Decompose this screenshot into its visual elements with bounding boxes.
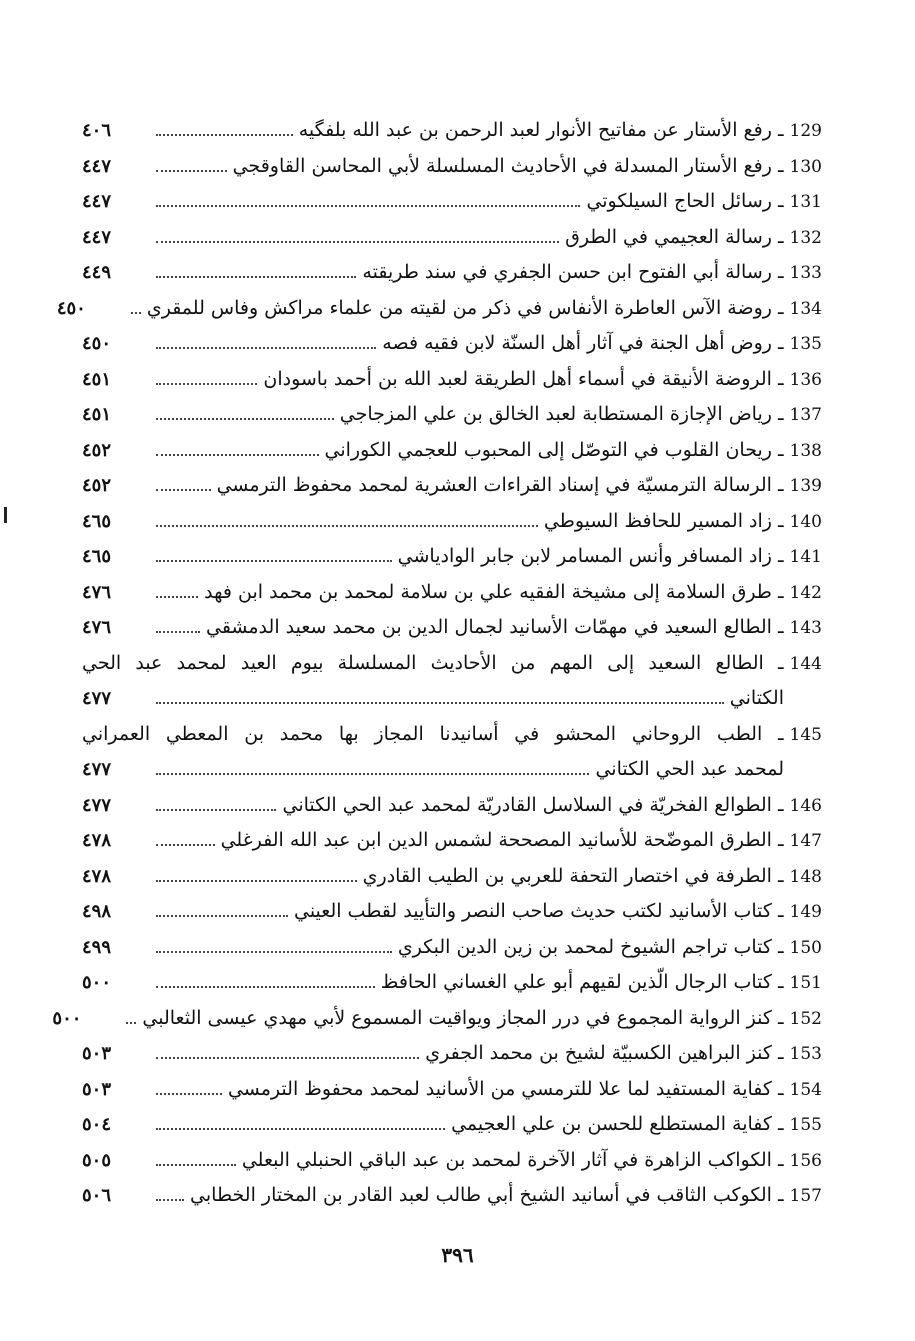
toc-entry [82, 1072, 822, 1108]
entry-title: ـ روض أهل الجنة في آثار أهل السنّة لابن فقيه فصه [382, 332, 784, 354]
entry-number: 132 [789, 227, 822, 248]
toc-entry [82, 1178, 822, 1214]
dot-leader [156, 1128, 445, 1130]
entry-page: ٤٥٠ [82, 333, 112, 354]
entry-number: 142 [789, 582, 822, 603]
toc-entry [82, 717, 822, 788]
entry-page: ٤٥١ [82, 368, 112, 390]
dot-leader [156, 915, 288, 917]
entry-number: 139 [789, 476, 822, 496]
entry-title: ـ الروضة الأنيقة في أسماء أهل الطريقة لعبد الله بن أحمد باسودان [263, 367, 784, 390]
toc-entry [82, 894, 822, 930]
toc-entry [82, 326, 822, 362]
entry-title: ـ رفع الأستار المسدلة في الأحاديث المسلسلة لأبي المحاسن القاوقجي [232, 154, 784, 177]
page-number: ٣٩٦ [441, 1243, 474, 1267]
entry-number: 140 [789, 511, 822, 532]
dot-leader [156, 205, 580, 207]
entry-number: 137 [789, 405, 822, 425]
entry-title-continued: الكتاني [729, 687, 784, 709]
entry-page: ٤٧٧ [82, 759, 112, 780]
entry-page: ٤٧٨ [82, 830, 112, 851]
entry-page: ٤٤٧ [82, 191, 112, 212]
entry-number: 150 [789, 937, 822, 958]
entry-title: ـ روضة الآس العاطرة الأنفاس في ذكر من لقيته من علماء مراكش وفاس للمقري [146, 296, 784, 319]
entry-title: ـ رسالة أبي الفتوح ابن حسن الجفري في سند طريقته [362, 261, 784, 283]
entry-title: ـ الطالع السعيد في مهمّات الأسانيد لجمال الدين بن محمد سعيد الدمشقي [205, 616, 784, 638]
table-of-contents [52, 113, 822, 1214]
entry-title: ـ زاد المسافر وأنس المسامر لابن جابر الوادياشي [397, 545, 784, 567]
entry-page: ٥٠٦ [82, 1185, 112, 1206]
toc-entry [82, 433, 822, 469]
dot-leader [126, 1022, 136, 1024]
toc-entry [82, 610, 822, 646]
toc-entry [52, 1001, 822, 1037]
entry-page: ٤٩٨ [82, 901, 112, 922]
entry-number: 136 [789, 369, 822, 390]
entry-title: ـ الطوالع الفخريّة في السلاسل القادريّة لمحمد عبد الحي الكتاني [282, 793, 784, 816]
entry-title: ـ الرسالة الترمسيّة في إسناد القراءات العشرية لمحمد محفوظ الترمسي [216, 474, 784, 496]
dot-leader [156, 525, 538, 527]
entry-page: ٤٤٩ [82, 262, 112, 283]
entry-page: ٤٩٩ [82, 936, 112, 958]
entry-page: ٥٠٠ [82, 972, 112, 993]
toc-entry [82, 468, 822, 504]
toc-entry [82, 575, 822, 611]
dot-leader [156, 844, 215, 846]
entry-title: ـ كنز الرواية المجموع في درر المجاز ويواقيت المسموع لأبي مهدي عيسى الثعالبي [142, 1006, 784, 1029]
entry-page: ٤٧٧ [82, 794, 112, 816]
toc-entry [82, 397, 822, 433]
entry-number: 134 [789, 298, 822, 319]
entry-number: 152 [789, 1008, 822, 1029]
entry-number: 156 [789, 1150, 822, 1171]
entry-title: ـ طرق السلامة إلى مشيخة الفقيه علي بن سلامة لمحمد بن محمد ابن فهد [204, 580, 784, 603]
dot-leader [156, 347, 376, 349]
entry-number: 146 [789, 795, 822, 816]
entry-number: 131 [789, 192, 822, 212]
toc-entry [82, 788, 822, 824]
entry-title: ـ الكوكب الثاقب في أسانيد الشيخ أبي طالب لعبد القادر بن المختار الخطابي [190, 1184, 784, 1206]
dot-leader [156, 596, 198, 598]
entry-number: 133 [789, 263, 822, 283]
dot-leader [156, 489, 211, 491]
entry-number: 145 [789, 724, 822, 745]
entry-title: ـ رياض الإجازة المستطابة لعبد الخالق بن علي المزجاجي [339, 403, 784, 425]
dot-leader [156, 809, 276, 811]
toc-entry [82, 255, 822, 291]
entry-page: ٥٠٠ [52, 1007, 82, 1029]
entry-page: ٤٤٧ [82, 226, 112, 248]
entry-title: ـ كفاية المستطلع للحسن بن علي العجيمي [451, 1113, 784, 1135]
entry-number: 143 [789, 618, 822, 638]
dot-leader [156, 631, 200, 633]
toc-entry [82, 646, 822, 717]
dot-leader [156, 134, 293, 136]
dot-leader [156, 1199, 184, 1201]
entry-page: ٤٧٦ [82, 581, 112, 603]
entry-page: ٤٠٦ [82, 120, 112, 141]
toc-entry [82, 149, 822, 185]
dot-leader [131, 312, 141, 314]
entry-number: 141 [789, 547, 822, 567]
dot-leader [156, 986, 375, 988]
entry-title: ـ الطرفة في اختصار التحفة للعربي بن الطيب القادري [362, 864, 784, 887]
entry-title: ـ الطب الروحاني المحشو في أسانيدنا المجاز بها محمد بن المعطي العمراني [82, 722, 784, 745]
entry-number: 148 [789, 866, 822, 887]
dot-leader [156, 276, 356, 278]
entry-title: ـ الطرق الموضّحة للأسانيد المصححة لشمس الدين ابن عبد الله الفرغلي [220, 829, 784, 851]
entry-title-continued: لمحمد عبد الحي الكتاني [595, 758, 784, 780]
dot-leader [156, 951, 392, 953]
dot-leader [156, 383, 257, 385]
entry-title: ـ زاد المسير للحافظ السيوطي [543, 509, 784, 532]
dot-leader [156, 170, 227, 172]
entry-page: ٤٥١ [82, 404, 112, 425]
entry-title: ـ الطالع السعيد إلى المهم من الأحاديث المسلسلة بيوم العيد لمحمد عبد الحي [82, 651, 784, 674]
toc-entry [82, 965, 822, 1001]
entry-title: ـ كتاب الرجال الّذين لقيهم أبو علي الغساني الحافظ [380, 971, 784, 993]
entry-number: 153 [789, 1044, 822, 1064]
toc-entry [82, 859, 822, 895]
toc-entry [82, 362, 822, 398]
toc-entry [82, 504, 822, 540]
entry-number: 149 [789, 902, 822, 922]
dot-leader [156, 702, 724, 704]
entry-title: ـ كفاية المستفيد لما علا للترمسي من الأسانيد لمحمد محفوظ الترمسي [227, 1077, 784, 1100]
entry-title: ـ رسائل الحاج السيلكوتي [586, 190, 784, 212]
toc-entry [56, 291, 822, 327]
entry-number: 147 [789, 831, 822, 851]
dot-leader [156, 418, 334, 420]
toc-entry [82, 930, 822, 966]
entry-title: ـ كتاب تراجم الشيوخ لمحمد بن زين الدين البكري [397, 935, 784, 958]
dot-leader [156, 1164, 236, 1166]
toc-entry [82, 1143, 822, 1179]
margin-mark [4, 507, 7, 523]
entry-title: ـ كتاب الأسانيد لكتب حديث صاحب النصر والتأييد لقطب العيني [293, 900, 784, 922]
entry-number: 129 [789, 121, 822, 141]
dot-leader [156, 241, 559, 243]
entry-page: ٤٧٨ [82, 865, 112, 887]
entry-title: ـ كنز البراهين الكسبيّة لشيخ بن محمد الجفري [425, 1042, 784, 1064]
toc-entry [82, 184, 822, 220]
entry-number: 135 [789, 334, 822, 354]
dot-leader [156, 1093, 222, 1095]
entry-number: 155 [789, 1115, 822, 1135]
entry-number: 138 [789, 440, 822, 461]
entry-page: ٤٥٠ [56, 297, 86, 319]
entry-page: ٤٥٢ [82, 439, 112, 461]
entry-number: 144 [789, 653, 822, 674]
entry-page: ٤٧٧ [82, 688, 112, 709]
dot-leader [156, 560, 392, 562]
toc-entry [82, 113, 822, 149]
entry-page: ٥٠٥ [82, 1149, 112, 1171]
toc-entry [82, 220, 822, 256]
entry-page: ٥٠٣ [82, 1078, 112, 1100]
dot-leader [156, 773, 589, 775]
entry-page: ٤٥٢ [82, 475, 112, 496]
entry-title: ـ رسالة العجيمي في الطرق [565, 225, 784, 248]
entry-title: ـ ريحان القلوب في التوصّل إلى المحبوب للعجمي الكوراني [324, 438, 784, 461]
entry-page: ٤٧٦ [82, 617, 112, 638]
entry-page: ٥٠٤ [82, 1114, 112, 1135]
entry-title: ـ الكواكب الزاهرة في آثار الآخرة لمحمد بن عبد الباقي الحنبلي البعلي [241, 1148, 784, 1171]
dot-leader [156, 454, 319, 456]
toc-entry [82, 1107, 822, 1143]
dot-leader [156, 1057, 419, 1059]
toc-entry [82, 1036, 822, 1072]
entry-number: 154 [789, 1079, 822, 1100]
entry-number: 157 [789, 1186, 822, 1206]
entry-page: ٥٠٣ [82, 1043, 112, 1064]
entry-number: 130 [789, 156, 822, 177]
toc-entry [82, 539, 822, 575]
entry-title: ـ رفع الأستار عن مفاتيح الأنوار لعبد الرحمن بن عبد الله بلفگيه [298, 119, 784, 141]
entry-number: 151 [789, 973, 822, 993]
entry-page: ٤٦٥ [82, 510, 112, 532]
entry-page: ٤٦٥ [82, 546, 112, 567]
entry-page: ٤٤٧ [82, 155, 112, 177]
toc-entry [82, 823, 822, 859]
dot-leader [156, 880, 357, 882]
